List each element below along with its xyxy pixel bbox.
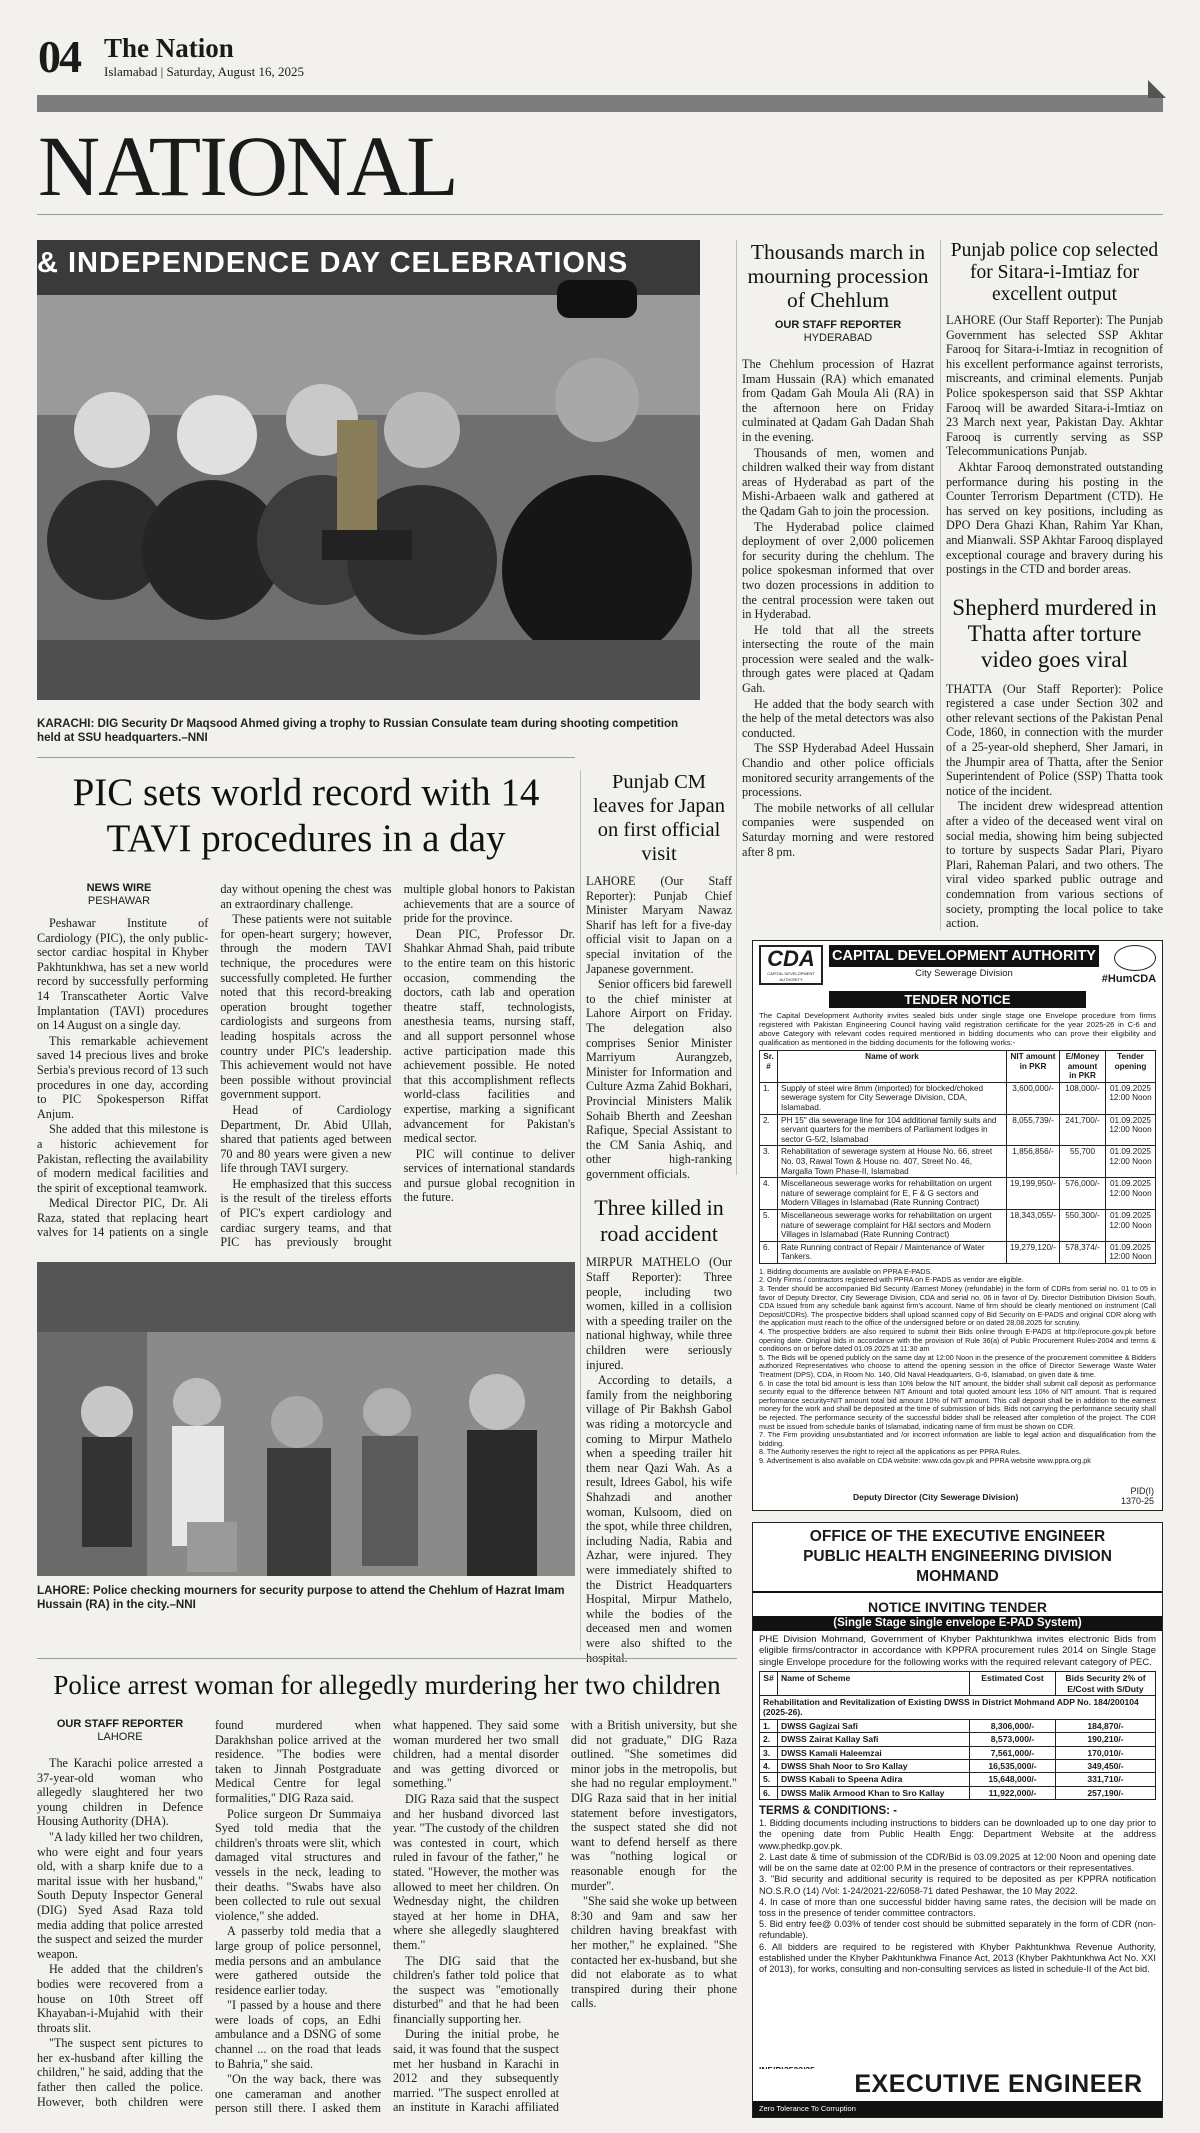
pic-para: She added that this milestone is a historic achievement for Pakistan, reflecting the availability of modern medical facilities and the spirit of exceptional teamwork. [37,1122,209,1195]
chehlum-para: He added that the body search with the help of the metal detectors was also conducted. [742,696,934,740]
table-cell: 349,450/- [1056,1760,1156,1773]
term-item: 4. The prospective bidders are also required to submit their Bids online through E-PADS at http://eprocure.gov.pk before opening date. Original bids in accordance with the provision of Rule 36(a) of Public Procurement Rules-2004 and terms & conditions on or before dated 01.09.2025 at 11:30 am [759,1327,1156,1354]
punjab-cm-body [586,874,732,1181]
table-cell: 8,306,000/- [970,1719,1056,1732]
punjab-cm-para: LAHORE (Our Staff Reporter): Punjab Chief Minister Maryam Nawaz Sharif has left for a five-day official visit to Japan on a special invitation of the Japanese government. [586,874,732,976]
woman-para: "On the way back, there was one cameraman and another person still there. I asked them what happened. They said some woman murdered her two small children, had a mental disorder and was getting divorced or something." [215,1718,559,2116]
table-cell: 01.09.2025 12:00 Noon [1106,1241,1156,1263]
woman-para: "I passed by a house and there were loads of cops, an Edhi ambulance and a DSNG of some channel ... on the road that leads to Bahria," she said. [215,1998,381,2071]
woman-para: "The suspect sent pictures to her ex-husband after killing the children," he said, adding that the father then called the police. However, both children were found murdered when Darakhshan police arrived at the residence. "The bodies were taken to Jinnah Postgraduate Medical Centre for legal formalities," DIG Raza said. [37,1718,381,2109]
cda-emblem-icon [1114,945,1156,971]
cda-notice: TENDER NOTICE [829,991,1086,1008]
table-cell: 8,573,000/- [970,1733,1056,1746]
table-cell: 1. [760,1082,778,1114]
pic-para: Medical Director PIC, Dr. Ali Raza, stated that replacing heart valves for 14 patients on a single day without opening the chest was an extraordinary challenge. [37,882,392,1240]
cda-col-header: Name of work [778,1051,1007,1083]
table-cell: 01.09.2025 12:00 Noon [1106,1146,1156,1178]
table-row [760,1760,1156,1773]
phed-system: (Single Stage single envelope E-PAD System) [753,1616,1162,1631]
term-item: 3. "Bid security and additional security is required to be deposited as per KPPRA notification NO.S.R.O (14) /Vol: 1-24/2021-22/6058-71 dated Peshawar, the 10 May 2022. [759,1874,1156,1896]
pic-para: He emphasized that this success is the result of the tireless efforts of PIC's expert cardiology and cardiac surgery teams, and that PIC has previously brought multiple global honors to Pakistan achievements that are a source of pride for the province. [220,882,575,1250]
table-cell: 2. [760,1733,778,1746]
three-killed-headline: Three killed in road accident [594,1195,724,1247]
table-cell: 2. [760,1114,778,1146]
table-cell: 4. [760,1760,778,1773]
main-photo [37,240,700,700]
shepherd-headline: Shepherd murdered in Thatta after torture video goes viral [952,594,1157,672]
term-item: 1. Bidding documents are available on PPRA E-PADS. [759,1266,933,1276]
phed-office-line: PUBLIC HEALTH ENGINEERING DIVISION [803,1548,1112,1565]
table-cell: PH 15" dia sewerage line for 104 additional family suits and servant quarters for the members of Parliament lodges in sector G-5/2, Islamabad [778,1114,1007,1146]
table-row [760,1733,1156,1746]
table-cell: 18,343,055/- [1007,1209,1060,1241]
table-cell: 576,000/- [1060,1178,1106,1210]
pic-body [37,882,575,1252]
main-photo-caption: KARACHI: DIG Security Dr Maqsood Ahmed giving a trophy to Russian Consulate team during shooting competition held at SSU headquarters.–NNI [37,717,679,744]
table-cell: 184,870/- [1056,1719,1156,1732]
phed-col-header: Estimated Cost [970,1672,1056,1696]
phed-notice: NOTICE INVITING TENDER [868,1599,1047,1615]
chehlum-headline: Thousands march in mourning procession of Chehlum [747,240,929,312]
table-cell: 15,648,000/- [970,1773,1056,1786]
cda-logo [759,945,823,985]
term-item: 4. In case of more than one successful bidder having same rates, the decision will be made on toss in the presence of tender committee contractors. [759,1896,1156,1918]
section-title: NATIONAL [38,118,457,214]
phed-terms-title: TERMS & CONDITIONS: - [759,1805,897,1818]
table-cell: 19,279,120/- [1007,1241,1060,1263]
chehlum-para: The Chehlum procession of Hazrat Imam Hussain (RA) which emanated from Qadam Gah Moula Ali (RA) in the afternoon here on Friday culminated at Qadam Gah Dadan Shah in the evening. [742,357,934,444]
cda-table [759,1050,1156,1264]
phed-intro: PHE Division Mohmand, Government of Khyber Pakhtunkhwa invites electronic Bids from eligible firms/contractor in accordance with KPPRA procurement rules 2014 on Single Stage single Envelope procedure for the following works with the required relevant category of PEC. [759,1634,1156,1668]
woman-para: He added that the children's bodies were recovered from a house on 10th Street off Khayaban-i-Mujahid with their throats slit. [37,1962,203,2035]
page-number: 04 [38,31,80,82]
lower-rule [37,1658,737,1659]
term-item: 1. Bidding documents including instructions to bidders can be downloaded up to one day prior to the opening date from Public Health Engg: Department Website at the address www.phedkp.gov.pk. [759,1818,1156,1851]
table-cell: 170,010/- [1056,1746,1156,1759]
table-cell: 550,300/- [1060,1209,1106,1241]
table-cell: DWSS Zairat Kallay Safi [778,1733,970,1746]
cda-col-header: E/Money amount in PKR [1060,1051,1106,1083]
term-item: 5. The Bids will be opened publicly on the same day at 12:00 Noon in the presence of the procurement committee & Bidders authorized Representatives who choose to attend the opening session in the office of Director Sewerage Waste Water Treatment (DPS), CDA, in Room No. 140, Old Naval Headquarters, G-6, Islamabad, on given date & time. [759,1352,1156,1379]
shepherd-body [946,682,1163,931]
table-cell: 6. [760,1786,778,1799]
pic-para: Peshawar Institute of Cardiology (PIC), the only public-sector cardiac hospital in Khyber Pakhtunkhwa, has set a new world record by successfully performing 14 Transcatheter Aortic Valve Implantation (TAVI) procedures on 14 August on a single day. [37,916,209,1033]
table-row [760,1082,1156,1114]
table-cell: DWSS Shah Noor to Sro Kallay [778,1760,970,1773]
phed-col-header: S# [760,1672,778,1696]
table-row [760,1786,1156,1799]
cda-division: City Sewerage Division [915,968,1013,979]
phed-col-header: Name of Scheme [778,1672,970,1696]
phed-content [753,1631,1162,1978]
phed-signature: EXECUTIVE ENGINEER [753,2069,1163,2099]
woman-para: DIG Raza said that the suspect and her husband divorced last year. "The custody of the children was contested in court, which ruled in favour of the father," he stated. "However, the mother was allowed to meet her children. On Wednesday night, the children stayed at her home in DHA, where she allegedly slaughtered them." [393,1791,559,1952]
cda-logo-sub: CAPITAL DEVELOPMENT AUTHORITY [767,971,815,982]
table-cell: DWSS Kamali Haleemzai [778,1746,970,1759]
cda-col-header: Sr. # [760,1051,778,1083]
pic-headline: PIC sets world record with 14 TAVI procedures in a day [72,771,540,860]
table-row [760,1719,1156,1732]
cda-header [759,945,1156,991]
cda-terms [759,1268,1156,1466]
chehlum-para: The SSP Hyderabad Adeel Hussain Chandio and other police officials monitored security arrangements of the processions. [742,741,934,800]
dateline: Islamabad | Saturday, August 16, 2025 [104,64,304,79]
pic-article [37,882,575,1252]
byline-spacer [37,882,208,916]
table-cell: Miscellaneous sewerage works for rehabilitation on urgent nature of sewerage complaint for H&I sectors and Modern Villages in Islamabad (Rate Running Contract) [778,1209,1007,1241]
table-cell: 16,535,000/- [970,1760,1056,1773]
term-item: 5. Bid entry fee@ 0.03% of tender cost should be submitted separately in the form of CDR (non-refundable). [759,1919,1156,1941]
pic-byline-place: PESHAWAR [87,895,151,907]
byline-spacer [37,1718,203,1756]
pic-para: PIC will continue to deliver services of international standards and pursue global recognition in the future. [403,1146,575,1205]
pic-para: Dean PIC, Professor Dr. Shahkar Ahmad Shah, paid tribute to the entire team on this historic occasion, commending the doctors, cath lab and operation theatre staff, technologists, anesthesia teams, nursing staff, and all support personnel whose active participation made this achievement possible. He noted that this accomplishment reflects world-class facilities and expertise, marking a significant advancement for Pakistan's medical sector. [403,926,575,1146]
cda-ref: PID(I) 1370-25 [1120,1486,1154,1506]
woman-headline: Police arrest woman for allegedly murdering her two children [53,1670,721,1700]
chehlum-article [742,240,934,860]
cda-logo-text: CDA [767,946,815,971]
cda-col-header: Tender opening [1106,1051,1156,1083]
table-cell: DWSS Gagizai Safi [778,1719,970,1732]
woman-para: "She said she woke up between 8:30 and 9am and saw her children having breakfast with her mother," he explained. "She contacted her ex-husband, but she did not elaborate as to what transpired during their phone calls. [571,1894,737,2011]
table-cell: DWSS Kabali to Speena Adira [778,1773,970,1786]
table-cell: 3. [760,1746,778,1759]
phed-table [759,1671,1156,1800]
term-item: 9. Advertisement is also available on CDA website: www.cda.gov.pk and PPRA website www.ppra.org.pk [759,1455,1091,1465]
woman-para: The Karachi police arrested a 37-year-old woman who allegedly slaughtered her two young children in Defence Housing Authority (DHA). [37,1756,203,1829]
lower-photo [37,1262,575,1576]
photo-banner-text: & INDEPENDENCE DAY CELEBRATIONS [37,247,629,279]
table-cell: 3,600,000/- [1007,1082,1060,1114]
chehlum-byline-place: HYDERABAD [803,332,873,344]
cda-table-header [760,1051,1156,1083]
chehlum-para: He told that all the streets intersecting the route of the main procession were sealed and the walk-through gates were placed at Qadam Gah. [742,622,934,696]
chehlum-byline-author: OUR STAFF REPORTER [774,319,902,331]
phed-office-line: OFFICE OF THE EXECUTIVE ENGINEER [809,1528,1106,1545]
term-item: 2. Only Firms / contractors registered with PPRA on E-PADS as vendor are eligible. [759,1275,1024,1285]
woman-body [37,1718,737,2118]
sitara-article [946,240,1163,932]
chehlum-body [742,357,934,859]
punjab-cm-headline: Punjab CM leaves for Japan on first official visit [592,771,726,865]
table-cell: Rate Running contract of Repair / Maintenance of Water Tankers. [778,1241,1007,1263]
table-cell: 190,210/- [1056,1733,1156,1746]
woman-byline-author: OUR STAFF REPORTER [56,1718,184,1730]
punjab-cm-para: Senior officers bid farewell to the chief minister at Lahore Airport on Friday. The delegation also comprises Senior Minister Marriyum Aurangzeb, Minister for Information and Culture Azma Zahid Bokhari, Provincial Ministers Malik Sohaib Bherth and Zeeshan Rafique, Special Assistant to the CM Sania Ashiq, and other high-ranking government officials. [586,977,732,1181]
table-cell: Miscellaneous sewerage works for rehabilitation on urgent nature of sewerage complaint for E, F & G sectors and Modern Villages in Islamabad (Rate Running Contract) [778,1178,1007,1210]
table-cell: 01.09.2025 12:00 Noon [1106,1082,1156,1114]
phed-office-line: MOHMAND [916,1568,999,1585]
phed-col-header: Bids Security 2% of E/Cost with S/Duty [1056,1672,1156,1696]
punjab-cm-article [586,770,732,1666]
header-bar [37,95,1163,112]
pic-byline-author: NEWS WIRE [86,882,152,894]
sitara-para: Akhtar Farooq demonstrated outstanding performance during his posting in the Counter Terrorism Department (CTD). He has served on key positions, including as DPO Dera Ghazi Khan, Rahim Yar Khan, and Mianwali. SSP Akhtar Farooq displayed exceptional courage and bravery during his postings in the CTD and border areas. [946,459,1163,577]
table-cell: 01.09.2025 12:00 Noon [1106,1114,1156,1146]
table-cell: 6. [760,1241,778,1263]
corner-arrow-icon [1148,80,1166,98]
term-item: 6. All bidders are required to be registered with Khyber Pakhtunkhwa Revenue Authority, established under the Khyber Pakhtunkhwa Finance Act, 2013 (Khyber Pakhtunkhwa Act No. XXI of 2013), for works, consulting and non-consulting services as listed in schedule-II of the Act bid. [759,1941,1156,1974]
table-cell: 578,374/- [1060,1241,1106,1263]
woman-article [37,1718,737,2118]
table-cell: 19,199,950/- [1007,1178,1060,1210]
table-cell: 241,700/- [1060,1114,1106,1146]
phed-terms [759,1818,1156,1975]
table-cell: 3. [760,1146,778,1178]
sitara-para: LAHORE (Our Staff Reporter): The Punjab Government has selected SSP Akhtar Farooq for Sitara-i-Imtiaz in recognition of his excellent performance against terrorists, miscreants, and criminal elements. Punjab Police spokesperson said that SSP Akhtar Farooq will be awarded Sitara-i-Imtiaz on 23 March next year, Pakistan Day. Akhtar Farooq is currently serving as SSP Telecommunications Punjab. [946,313,1163,459]
sitara-headline: Punjab police cop selected for Sitara-i-Imtiaz for excellent output [950,240,1159,305]
phed-office [753,1523,1162,1593]
photo-police-checking [37,1262,575,1576]
shepherd-para: The incident drew widespread attention after a video of the deceased went viral on social media, showing him being subjected to torture by suspects Sadar Plari, Piyaro Plari, Raheman Palari, and two others. The viral video sparked public outrage and condemnation from various sections of society, prompting the local police to take action. [946,799,1163,931]
lower-photo-caption: LAHORE: Police checking mourners for security purpose to attend the Chehlum of Hazrat Imam Hussain (RA) in the city.–NNI [37,1584,565,1611]
table-cell: 5. [760,1209,778,1241]
cda-table-body [760,1082,1156,1263]
chehlum-para: Thousands of men, women and children walked their way from distant areas of Hyderabad as part of the Mishi-Arbaeen walk and gathered at the Qadam Gah to join the procession. [742,445,934,518]
table-cell: Supply of steel wire 8mm (imported) for blocked/choked sewerage system for City Sewerage Division, CDA, Islamabad. [778,1082,1007,1114]
section-rule [37,214,1163,215]
table-row [760,1146,1156,1178]
table-cell: 7,561,000/- [970,1746,1056,1759]
table-row [760,1178,1156,1210]
phed-table-header [760,1672,1156,1696]
term-item: 7. The Firm providing unsubstantiated and /or incorrect information are liable to legal action and disqualification from the bidding. [759,1430,1156,1448]
table-cell: 257,190/- [1056,1786,1156,1799]
pic-para: These patients were not suitable for open-heart surgery; however, through the modern TAVI technique, the procedures were successfully completed. He further noted that this record-breaking operation brought together cardiologists and surgeons from leading hospitals across the country under PIC's leadership. This achievement would not have been possible without provincial government support. [220,912,392,1102]
term-item: 6. In case the total bid amount is less than 10% below the NIT amount, the bidder shall submit call deposit as performance security equal to the difference between NIT Amount and total quoted amount less 10% of NIT amount. That is required performance security=NIT amount total bid amount 10% of NIT amount. This call deposit shall be in addition to the earnest money for the work and shall be deposited at the time of submission of bids. Bids not carrying the performance security shall be rejected. The performance security of the successful bidder shall be released after completion of the project. The CDR must be issued from schedule banks of Islamabad, indicating name of firm must be shown on CDR. [759,1378,1156,1431]
table-cell: 11,922,000/- [970,1786,1056,1799]
table-cell: 01.09.2025 12:00 Noon [1106,1209,1156,1241]
table-row [760,1114,1156,1146]
table-cell: 331,710/- [1056,1773,1156,1786]
cda-signature: Deputy Director (City Sewerage Division) [853,1492,1019,1502]
table-cell: 1. [760,1719,778,1732]
cda-intro: The Capital Development Authority invites sealed bids under single stage one Envelope procedure from firms registered with Pakistan Engineering Council having valid registration certificate for the year 2025-26 in C-6 and above Category with relevant codes required mentioned in bidding documents who can prove their eligibility and qualification as mentioned in the bidding documents for the following works:- [759,1011,1156,1047]
term-item: 8. The Authority reserves the right to reject all the applications as per PPRA Rules. [759,1447,1021,1457]
col-rule-2 [940,240,941,930]
woman-byline-place: LAHORE [97,1731,143,1743]
table-row [760,1209,1156,1241]
cda-hashtag: #HumCDA [1101,973,1157,985]
table-cell: 55,700 [1060,1146,1106,1178]
chehlum-byline [742,319,934,345]
table-cell: 4. [760,1178,778,1210]
paper-name: The Nation [104,33,234,63]
table-cell: 5. [760,1773,778,1786]
woman-para: A passerby told media that a large group of police personnel, media persons and an ambulance were gathered outside the residence earlier today. [215,1924,381,1997]
shepherd-para: THATTA (Our Staff Reporter): Police registered a case under Section 302 and other relevant sections of the Pakistan Penal Code, 1860, in connection with the murder of a 25-year-old shepherd, Sher Jamari, in the Jhumpir area of Thatta, after the Senior Superintendent of Police (SSP) Thatta took notice of the incident. [946,681,1163,798]
col-rule-3 [580,770,581,1650]
sitara-body [946,313,1163,577]
chehlum-para: The Hyderabad police claimed deployment of over 2,000 policemen for security during the chehlum. The police spokesman informed that over two dozen processions in addition to the central procession were taken out in Hyderabad. [742,519,934,622]
table-row [760,1241,1156,1263]
phed-tender-ad [752,1522,1163,2118]
chehlum-para: The mobile networks of all cellular companies were suspended on Saturday morning and were restored after 8 pm. [742,800,934,859]
table-row [760,1773,1156,1786]
col-rule-1 [736,240,737,1175]
woman-para: The DIG said that the children's father told police that the suspect was "emotionally disturbed" and that he had been financially supporting her. [393,1953,559,2026]
term-item: 2. Last date & time of submission of the CDR/Bid is 03.09.2025 at 12:00 Noon and opening date will be on the same date at 02:00 P.M in the presence of contractors or their representatives. [759,1851,1156,1874]
woman-para: During the initial probe, he said, it was found that the suspect met her husband in Karachi in 2012 and they subsequently married. "The suspect enrolled at an institute in Karachi affiliated with a British university, but she did not graduate," DIG Raza outlined. "She sometimes did minor jobs in the metropolis, but she had no regular employment." DIG Raza said that in her initial statement before investigators, the suspect stated she did not want to defend herself as there was "nothing logical or reasonable enough for the murder". [393,1718,737,2115]
table-cell: 108,000/- [1060,1082,1106,1114]
table-row [760,1746,1156,1759]
phed-table-body [760,1696,1156,1800]
term-item: 3. Tender should be accompanied Bid Security /Earnest Money (refundable) in the form of CDRs from serial no. 01 to 05 in favor of Deputy Director, City Sewerage Division, CDA and serial no. 06 in favor of Dy. Director Distribution Division South, CDA Issued from any schedule bank against firm's account. Name of firm should be clearly mentioned on instrument (Call Deposit/CDRs). The prospective bidders shall upload scanned copy of Bid Security on E-PADS and original CDR along with the application must reach to the office of the undersigned before or on dated 28.08.2025 for scrutiny. [759,1284,1156,1328]
table-cell: 8,055,739/- [1007,1114,1060,1146]
table-cell: Rehabilitation of sewerage system at House No. 66, street No. 03, Rawal Town & House no. 407, Street No. 46, Margalla Town Phase-II, Islamabad [778,1146,1007,1178]
cda-col-header: NIT amount in PKR [1007,1051,1060,1083]
caption-rule [37,757,575,758]
three-killed-para: MIRPUR MATHELO (Our Staff Reporter): Three people, including two women, killed in a collision with a speeding trailer on the national highway, while three children were seriously injured. [586,1255,732,1372]
woman-para: Police surgeon Dr Summaiya Syed told media that the children's throats were slit, which damaged vital structures and vessels in the neck, leading to their deaths. "Swabs have also been collected to rule out sexual violence," she added. [215,1806,381,1923]
three-killed-body [586,1255,732,1665]
phed-group-row [760,1696,1156,1720]
photo-trophy-scene [37,240,700,700]
table-cell: DWSS Malik Armood Khan to Sro Kallay [778,1786,970,1799]
table-cell: 01.09.2025 12:00 Noon [1106,1178,1156,1210]
woman-para: "A lady killed her two children, who were eight and four years old, with a sharp knife due to a marital issue with her husband," South Deputy Inspector General (DIG) Syed Asad Raza told media adding that police arrested the suspect and seized the murder weapon. [37,1829,203,1961]
cda-tender-ad [752,940,1163,1511]
three-killed-para: According to details, a family from the neighboring village of Pir Bakhsh Gabol was riding a motorcycle and coming to Mirpur Mathelo when a speeding trailer hit them near Qazi Wah. As a result, Idrees Gabol, his wife Shahzadi and another woman, Kulsoom, died on the spot, while three children, including Nadia, Rabia and Azhar, were injured. They were immediately shifted to the District Headquarters Hospital, Mirpur Mathelo, while the bodies of the deceased men and women were also shifted to the hospital. [586,1373,732,1665]
phed-group-title: Rehabilitation and Revitalization of Existing DWSS in District Mohmand ADP No. 184/200104 (2025-26). [760,1696,1156,1720]
phed-footer: Zero Tolerance To Corruption [753,2101,1163,2117]
cda-title: CAPITAL DEVELOPMENT AUTHORITY [829,945,1099,967]
table-cell: 1,856,856/- [1007,1146,1060,1178]
pic-para: This remarkable achievement saved 14 precious lives and broke Serbia's previous record of 13 such procedures in one day, according to PIC Spokesperson Riffat Anjum. [37,1033,209,1121]
pic-para: Head of Cardiology Department, Dr. Abid Ullah, shared that patients aged between 70 and 80 years were given a new life through TAVI surgery. [220,1102,392,1176]
